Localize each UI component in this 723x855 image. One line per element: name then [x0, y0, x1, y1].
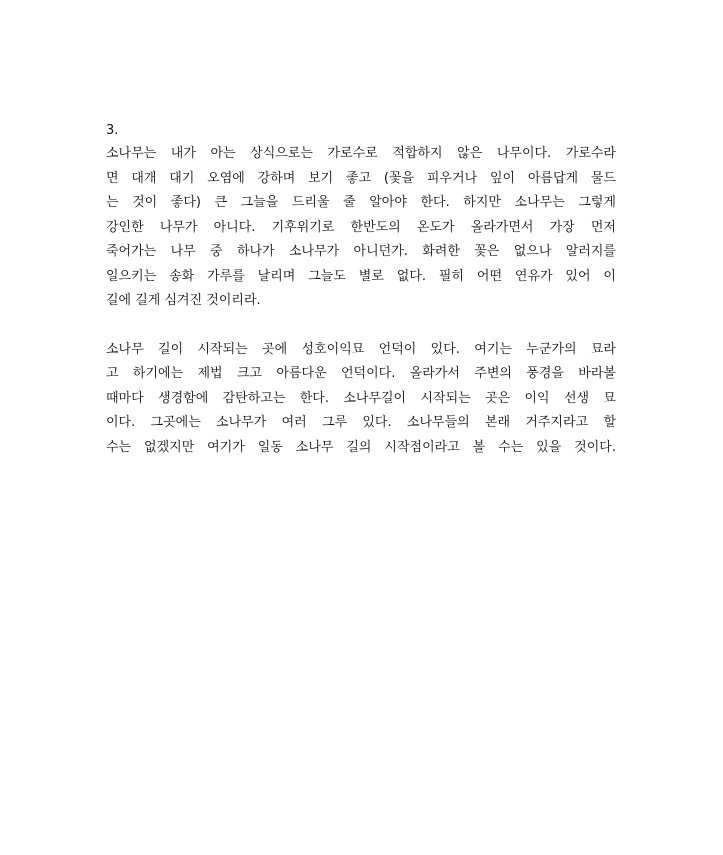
paragraph-2-line: 고 하기에는 제법 크고 아름다운 언덕이다. 올라가서 주변의 풍경을 바라볼: [106, 366, 616, 381]
paragraph-2-line: 소나무 길이 시작되는 곳에 성호이익묘 언덕이 있다. 여기는 누군가의 묘라: [106, 341, 616, 357]
paragraph-2-line: 이다. 그곳에는 소나무가 여러 그루 있다. 소나무들의 본래 거주지라고 할: [106, 415, 616, 430]
paragraph-1-line: 일으키는 송화 가루를 날리며 그늘도 별로 없다. 필히 어떤 연유가 있어 이: [106, 268, 616, 284]
paragraph-1-line: 소나무는 내가 아는 상식으로는 가로수로 적합하지 않은 나무이다. 가로수라: [106, 146, 616, 161]
paragraph-1-line: 는 것이 좋다) 큰 그늘을 드리울 줄 알아야 한다. 하지만 소나무는 그렇게: [106, 195, 616, 210]
paragraph-1-line: 면 대개 대기 오염에 강하며 보기 좋고 (꽃을 피우거나 잎이 아름답게 물드: [106, 170, 616, 186]
paragraph-2-line: 수는 없겠지만 여기가 일동 소나무 길의 시작점이라고 볼 수는 있을 것이다.: [106, 439, 616, 455]
paragraph-2: [106, 338, 616, 461]
paragraph-1: [106, 142, 616, 314]
paragraph-gap: [106, 314, 616, 338]
paragraph-1-line: 죽어가는 나무 중 하나가 소나무가 아니던가. 화려한 꽃은 없으나 알러지를: [106, 244, 616, 259]
paragraph-1-line: 길에 길게 심겨진 것이리라.: [106, 293, 261, 308]
paragraph-2-line: 때마다 생경함에 감탄하고는 한다. 소나무길이 시작되는 곳은 이익 선생 묘: [106, 390, 616, 406]
paragraph-1-line: 강인한 나무가 아니다. 기후위기로 한반도의 온도가 올라가면서 가장 먼저: [106, 219, 616, 235]
document-page: [106, 120, 616, 460]
section-number: 3.: [106, 123, 119, 138]
